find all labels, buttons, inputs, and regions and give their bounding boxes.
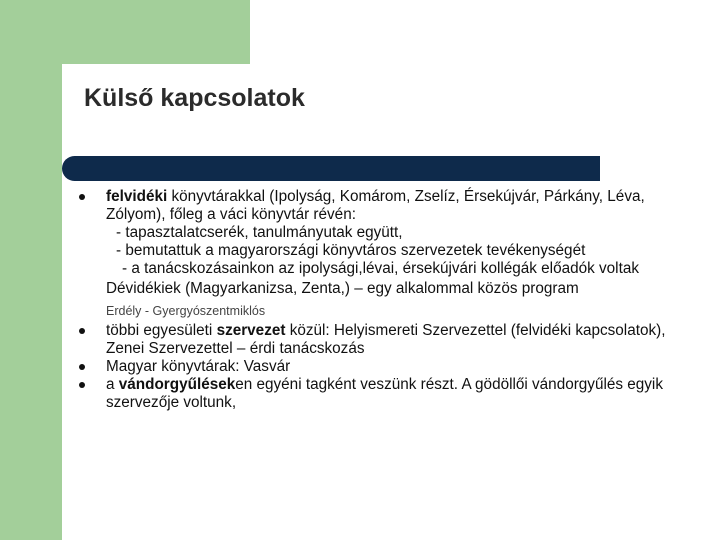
bullet-dot [79, 328, 85, 334]
list-item [106, 188, 706, 320]
sub-line [106, 260, 706, 278]
item-text [106, 188, 706, 224]
title-rule-bar [62, 156, 600, 181]
bullet-dot [79, 364, 85, 370]
list-item [106, 376, 706, 412]
bullet-list [106, 188, 706, 412]
item-text: en egyéni tagként veszünk részt. A gödöllői vándorgyűlés egyik szervezője voltunk, [106, 376, 663, 411]
item-text: a [106, 376, 119, 393]
bullet-dot [79, 194, 85, 200]
list-item [106, 358, 706, 376]
sub-line: Dévidékiek (Magyarkanizsa, Zenta,) – egy alkalommal közös program [106, 280, 579, 297]
bullet-dot [79, 382, 85, 388]
bold-text: felvidéki [106, 188, 168, 205]
sub-line: - bemutattuk a magyarországi könyvtáros szervezetek tevékenységét [116, 242, 586, 259]
bold-text: szervezet [216, 322, 286, 339]
sub-line-text: - a tanácskozásainkon az ipolysági,lévai, érsekújvári kollégák előadók voltak [122, 260, 639, 277]
item-text: többi egyesületi [106, 322, 217, 339]
sub-line: - tapasztalatcserék, tanulmányutak együtt, [116, 224, 403, 241]
slide-title: Külső kapcsolatok [84, 84, 305, 112]
decor-green-left-bar [0, 0, 62, 540]
bold-text: vándorgyűlések [118, 376, 236, 393]
item-text: Magyar könyvtárak: Vasvár [106, 358, 291, 375]
item-text: közül: Helyismereti Szervezettel (felvidéki kapcsolatok), Zenei Szervezettel – érdi tanácskozás [106, 322, 666, 357]
small-note: Erdély - Gyergyószentmiklós [106, 304, 266, 318]
item-text: könyvtárakkal (Ipolyság, Komárom, Zselíz, Érsekújvár, Párkány, Léva, Zólyom), főleg a váci könyvtár révén: [106, 188, 645, 223]
list-item [106, 322, 706, 358]
